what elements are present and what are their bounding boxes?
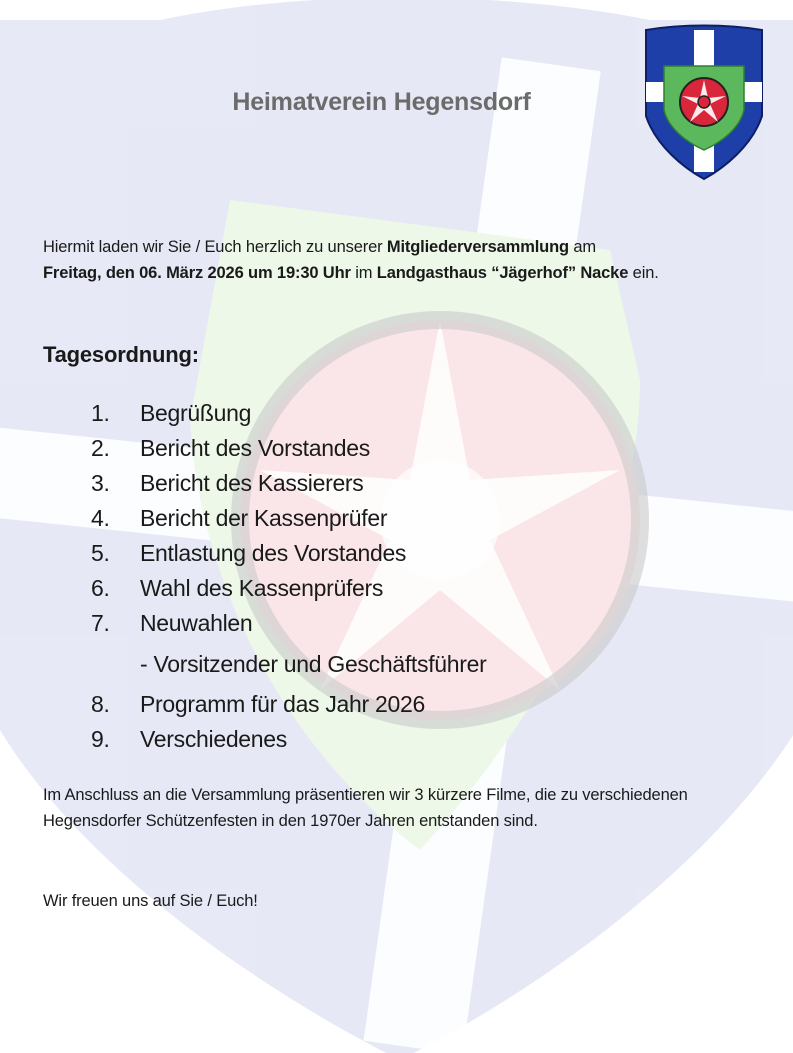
agenda-item: [0, 501, 793, 536]
agenda-list: [0, 396, 793, 757]
agenda-item: [0, 722, 793, 757]
agenda-item: [0, 687, 793, 722]
agenda-sub-item-label: - Vorsitzender und Geschäftsführer: [140, 651, 487, 677]
invitation-text-part: am: [568, 238, 597, 256]
agenda-item-number: 8.: [91, 691, 110, 717]
meeting-venue-text: Landgasthaus “Jägerhof” Nacke: [376, 264, 629, 282]
agenda-item-label: Bericht der Kassenprüfer: [140, 505, 388, 531]
agenda-item: [0, 536, 793, 571]
agenda-item-number: 7.: [91, 610, 110, 636]
film-note: Im Anschluss an die Versammlung präsentieren wir 3 kürzere Filme, die zu verschiedenen Hegensdorfer Schützenfesten in den 1970er Jahren entstanden sind.: [43, 786, 688, 830]
invitation-text-part: ein.: [628, 264, 659, 282]
invitation-text-part: Hiermit laden wir Sie / Euch herzlich zu unserer: [43, 238, 387, 256]
invitation-text-part: im: [350, 264, 377, 282]
agenda-heading: Tagesordnung:: [43, 342, 199, 367]
agenda-item: [0, 396, 793, 431]
agenda-item-number: 2.: [91, 435, 110, 461]
agenda-item-label: Begrüßung: [140, 400, 252, 426]
agenda-sub-item: [0, 641, 793, 687]
meeting-date: Freitag, den 06. März 2026 um 19:30 Uhr: [43, 264, 351, 282]
agenda-item-number: 4.: [91, 505, 110, 531]
agenda-item-number: 9.: [91, 726, 110, 752]
invitation-text: [43, 234, 755, 286]
agenda-item-label: Verschiedenes: [140, 726, 287, 752]
agenda-item-label: Entlastung des Vorstandes: [140, 540, 407, 566]
agenda-item-label: Bericht des Vorstandes: [140, 435, 370, 461]
agenda-item-label: Bericht des Kassierers: [140, 470, 364, 496]
page-title: Heimatverein Hegensdorf: [232, 88, 531, 116]
agenda-item-number: 5.: [91, 540, 110, 566]
agenda-item-number: 1.: [91, 400, 110, 426]
agenda-item: [0, 431, 793, 466]
agenda-item-label: Wahl des Kassenprüfers: [140, 575, 384, 601]
agenda-item-label: Neuwahlen: [140, 610, 253, 636]
agenda-item-number: 6.: [91, 575, 110, 601]
meeting-venue: [377, 264, 628, 282]
closing-line: Wir freuen uns auf Sie / Euch!: [43, 892, 258, 910]
meeting-type: Mitgliederversammlung: [386, 238, 569, 256]
coat-of-arms-icon: [642, 24, 766, 181]
agenda-item: [0, 571, 793, 606]
agenda-item-number: 3.: [91, 470, 110, 496]
agenda-item-label: Programm für das Jahr 2026: [140, 691, 425, 717]
agenda-item: [0, 466, 793, 501]
agenda-item: [0, 606, 793, 641]
